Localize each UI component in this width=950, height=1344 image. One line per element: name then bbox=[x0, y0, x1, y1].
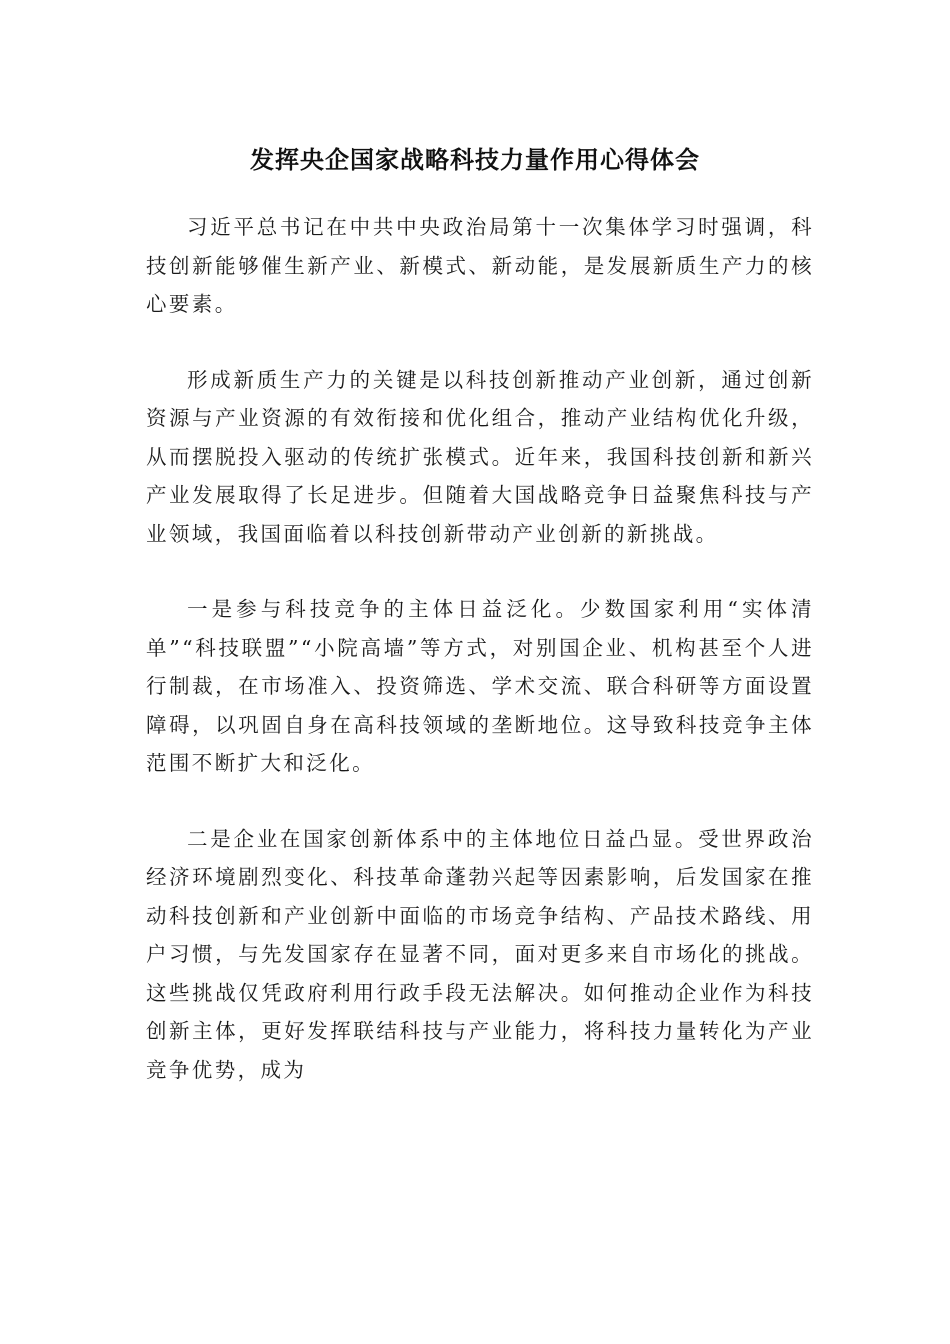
paragraph-point-one: 一是参与科技竞争的主体日益泛化。少数国家利用“实体清单”“科技联盟”“小院高墙”等方式，对别国企业、机构甚至个人进行制裁，在市场准入、投资筛选、学术交流、联合科研等方面设置障碍，以巩固自身在高科技领域的垄断地位。这导致科技竞争主体范围不断扩大和泛化。 bbox=[146, 597, 814, 775]
paragraph-intro: 习近平总书记在中共中央政治局第十一次集体学习时强调，科技创新能够催生新产业、新模式、新动能，是发展新质生产力的核心要素。 bbox=[146, 215, 814, 316]
document-body bbox=[146, 208, 814, 1126]
document-title: 发挥央企国家战略科技力量作用心得体会 bbox=[250, 146, 700, 174]
paragraph-key-point: 形成新质生产力的关键是以科技创新推动产业创新，通过创新资源与产业资源的有效衔接和优化组合，推动产业结构优化升级，从而摆脱投入驱动的传统扩张模式。近年来，我国科技创新和新兴产业发展取得了长足进步。但随着大国战略竞争日益聚焦科技与产业领域，我国面临着以科技创新带动产业创新的新挑战。 bbox=[146, 367, 814, 546]
paragraph-point-two: 二是企业在国家创新体系中的主体地位日益凸显。受世界政治经济环境剧烈变化、科技革命蓬勃兴起等因素影响，后发国家在推动科技创新和产业创新中面临的市场竞争结构、产品技术路线、用户习惯，与先发国家存在显著不同，面对更多来自市场化的挑战。这些挑战仅凭政府利用行政手段无法解决。如何推动企业作为科技创新主体，更好发挥联结科技与产业能力，将科技力量转化为产业竞争优势，成为 bbox=[146, 826, 814, 1082]
